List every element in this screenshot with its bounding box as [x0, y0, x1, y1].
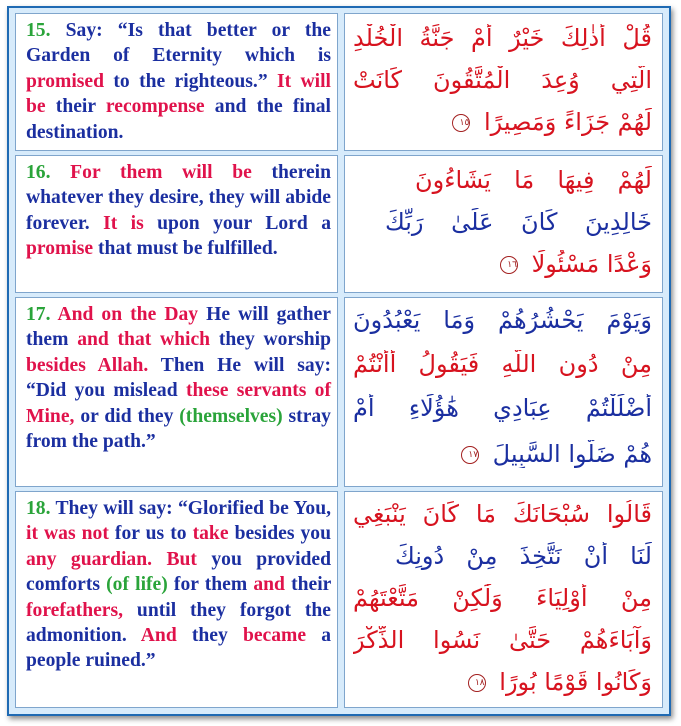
- translation-segment: recompense: [95, 96, 205, 118]
- arabic-line: [353, 440, 652, 468]
- verse-end-marker: ١٧: [461, 446, 479, 464]
- translation-segment: they worship: [210, 329, 331, 351]
- translation-segment: upon your Lord a: [143, 212, 331, 234]
- arabic-line: وَآبَاءَهُمْ حَتَّىٰ نَسُوا الذِّكْرَ: [353, 626, 652, 654]
- translation-segment: their: [45, 96, 96, 118]
- english-translation: [26, 302, 331, 454]
- verse-number: 16.: [26, 162, 51, 183]
- verse-number: 18.: [26, 498, 51, 519]
- verse-row-16: [15, 155, 663, 293]
- verse-end-marker: ١٨: [468, 674, 486, 692]
- translation-segment: that must be fulfilled.: [93, 238, 278, 260]
- translation-segment: and: [247, 574, 285, 596]
- translation-segment: for us to: [108, 523, 187, 545]
- arabic-line: [353, 668, 652, 696]
- arabic-line: قَالُوا سُبْحَانَكَ مَا كَانَ يَنْبَغِي: [353, 500, 652, 528]
- verse-end-marker: ١٥: [452, 114, 470, 132]
- verse-row-18: [15, 491, 663, 708]
- translation-segment: besides you: [228, 523, 331, 545]
- english-cell: [15, 491, 338, 708]
- arabic-cell: [344, 13, 663, 151]
- arabic-line: وَيَوْمَ يَحْشُرُهُمْ وَمَا يَعْبُدُونَ: [353, 306, 652, 334]
- english-translation: [26, 18, 331, 145]
- english-cell: [15, 297, 338, 487]
- verse-number: 17.: [26, 304, 51, 325]
- arabic-line-text: هُمْ ضَلُّوا السَّبِيلَ: [492, 440, 652, 468]
- translation-segment: forefathers,: [26, 599, 124, 621]
- translation-segment: and the final destination.: [26, 96, 331, 143]
- translation-segment: therein whatever they desire, they will abide forever.: [26, 162, 332, 234]
- translation-segment: besides Allah.: [26, 354, 149, 376]
- translation-segment: And on the Day: [50, 304, 199, 325]
- arabic-line-text: وَكَانُوا قَوْمًا بُورًا: [499, 668, 652, 696]
- translation-segment: or did they: [74, 405, 174, 427]
- translation-segment: it was not: [26, 523, 109, 545]
- translation-segment: stray from the path.”: [26, 405, 331, 453]
- arabic-line: [353, 250, 652, 278]
- translation-segment: promised: [26, 70, 105, 92]
- translation-segment: they: [176, 625, 228, 647]
- english-translation: [26, 496, 331, 674]
- translation-segment: a people ruined.”: [26, 625, 331, 672]
- arabic-line: لَهُمْ فِيهَا مَا يَشَاءُونَ: [415, 166, 652, 194]
- translation-segment: promise: [26, 238, 94, 260]
- translation-segment: until they forgot the admonition.: [26, 599, 331, 647]
- translation-segment: But: [152, 548, 197, 570]
- arabic-line: لَنَا أَنْ نَتَّخِذَ مِنْ دُونِكَ: [395, 542, 652, 570]
- arabic-line: [353, 108, 652, 136]
- arabic-line: أَضْلَلْتُمْ عِبَادِي هَٰؤُلَاءِ أَمْ: [353, 394, 652, 422]
- arabic-line-text: وَعْدًا مَسْئُولًا: [531, 250, 652, 278]
- english-cell: [15, 155, 338, 293]
- verse-row-15: [15, 13, 663, 151]
- arabic-cell: [344, 491, 663, 708]
- arabic-line: مِنْ دُونِ اللَّهِ فَيَقُولُ أَأَنْتُمْ: [353, 350, 652, 378]
- verse-row-17: [15, 297, 663, 487]
- translation-segment: (themselves): [173, 405, 283, 427]
- translation-segment: Say: “Is that better or the Garden of Eternity which is: [26, 20, 331, 67]
- translation-segment: And: [126, 625, 177, 647]
- translation-segment: any guardian.: [26, 548, 153, 570]
- translation-segment: these servants of Mine,: [26, 380, 331, 427]
- translation-segment: for them: [167, 574, 248, 596]
- arabic-line: خَالِدِينَ كَانَ عَلَىٰ رَبِّكَ: [385, 208, 652, 236]
- translation-segment: They will say: “Glorified be You,: [50, 498, 331, 519]
- translation-segment: For them will be: [50, 162, 252, 183]
- translation-segment: (of life): [99, 574, 168, 596]
- arabic-line: الَّتِي وُعِدَ الْمُتَّقُونَ كَانَتْ: [353, 66, 652, 94]
- arabic-line: مِنْ أَوْلِيَاءَ وَلَٰكِنْ مَتَّعْتَهُمْ: [353, 584, 652, 612]
- arabic-line-text: لَهُمْ جَزَاءً وَمَصِيرًا: [483, 108, 652, 136]
- translation-segment: and that which: [68, 329, 211, 351]
- translation-segment: their: [284, 574, 332, 596]
- translation-segment: He will gather them: [26, 304, 331, 351]
- translation-segment: Then He will say: “Did you mislead: [26, 354, 331, 402]
- english-cell: [15, 13, 338, 151]
- verse-number: 15.: [26, 20, 51, 41]
- translation-segment: you provided comforts: [26, 548, 332, 596]
- arabic-line: قُلْ أَذٰلِكَ خَيْرٌ أَمْ جَنَّةُ الْخُلْدِ: [353, 24, 652, 52]
- verse-table: [7, 6, 671, 716]
- verse-end-marker: ١٦: [500, 256, 518, 274]
- translation-segment: It will be: [26, 70, 331, 118]
- arabic-cell: [344, 155, 663, 293]
- arabic-cell: [344, 297, 663, 487]
- translation-segment: take: [186, 523, 229, 545]
- translation-segment: became: [227, 625, 307, 647]
- translation-segment: It is: [89, 212, 144, 234]
- english-translation: [26, 160, 331, 262]
- translation-segment: to the righteous.”: [104, 70, 268, 92]
